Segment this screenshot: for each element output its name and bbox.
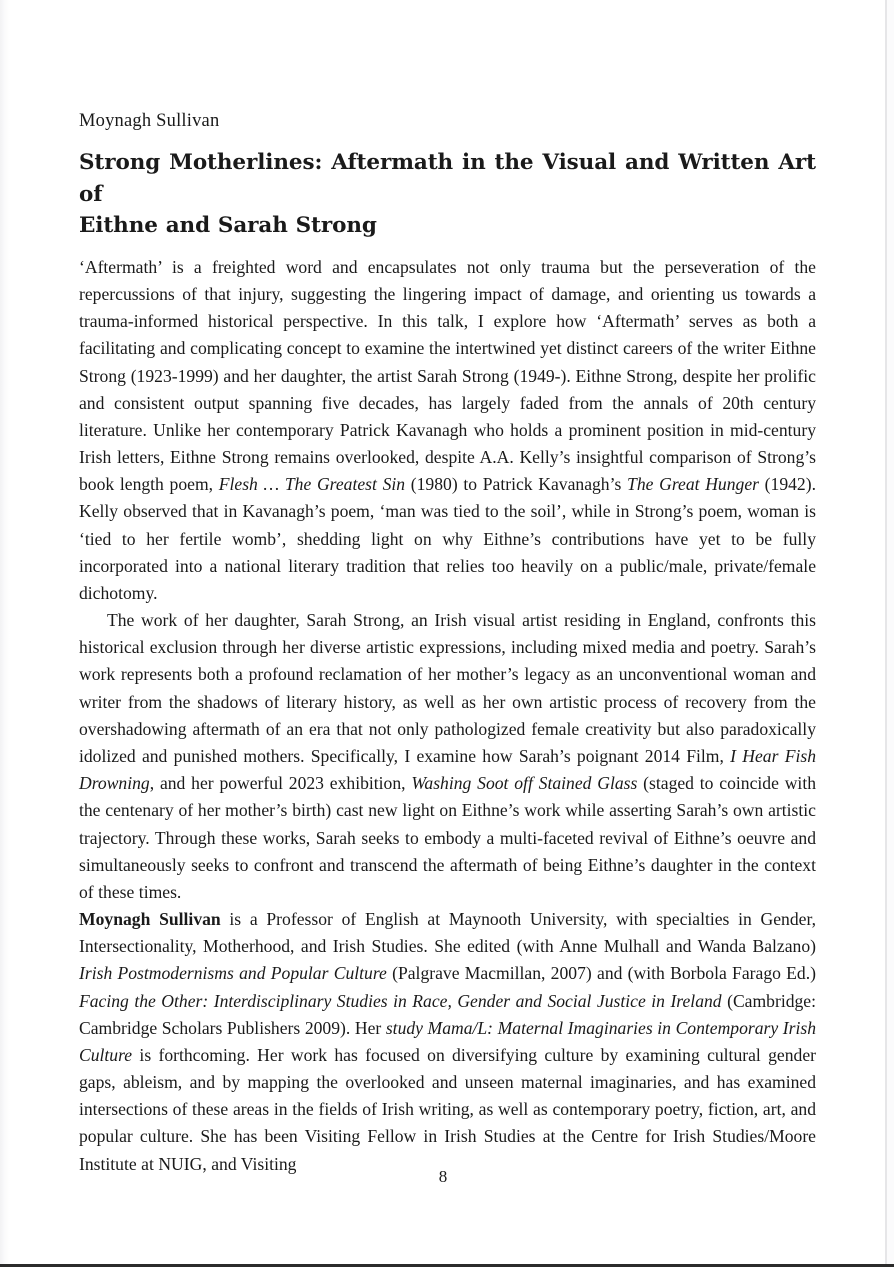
abstract-p1-text-1: ‘Aftermath’ is a freighted word and encapsulates not only trauma but the perseveration of the repercussions of that injury, suggesting the lingering impact of damage, and orienting us towards a trauma-informed historical perspective. In this talk, I explore how ‘Aftermath’ serves as both a facilitating and complicating concept to examine the intertwined yet distinct careers of the writer Eithne Strong (1923-1999) and her daughter, the artist Sarah Strong (1949-). Eithne Strong, despite her prolific and consistent output spanning five decades, has largely faded from the annals of 20th century literature. Unlike her contemporary Patrick Kavanagh who holds a prominent position in mid-century Irish letters, Eithne Strong remains overlooked, despite A.A. Kelly’s insightful comparison of Strong’s book length poem, (79, 256, 816, 495)
biography-text-1: is a Professor of English at Maynooth University, with specialties in Gender, Intersectionality, Motherhood, and Irish Studies. She edited (with Anne Mulhall and Wanda Balzano) (79, 909, 816, 957)
abstract-p2-text-1: The work of her daughter, Sarah Strong, an Irish visual artist residing in England, confronts this historical exclusion through her diverse artistic expressions, including mixed media and poetry. Sarah’s work represents both a profound reclamation of her mother’s legacy as an unconventional woman and writer from the shadows of literary history, as well as her own artistic process of recovery from the overshadowing aftermath of an era that not only pathologized female creativity but also paradoxically idolized and punished mothers. Specifically, I examine how Sarah’s poignant 2014 Film, (79, 610, 816, 766)
biography-title-1: Irish Postmodernisms and Popular Culture (79, 963, 387, 984)
biography-text-3: (Cambridge: Cambridge Scholars Publishers 2009). Her (79, 990, 817, 1038)
page-right-margin-fill (887, 0, 894, 1267)
biography-author-name: Moynagh Sullivan (79, 909, 221, 930)
abstract-p2-title-1: I Hear Fish Drowning (79, 746, 816, 794)
abstract-p2-title-2: Washing Soot off Stained Glass (411, 773, 638, 794)
page-right-edge-line (885, 0, 887, 1267)
abstract-paragraph-1 (79, 254, 816, 607)
biography-title-2: Facing the Other: Interdisciplinary Studies in Race, Gender and Social Justice in Ireland (79, 990, 722, 1011)
page-title (79, 147, 816, 242)
author-name: Moynagh Sullivan (79, 111, 220, 131)
biography-paragraph (79, 906, 816, 1178)
abstract-p1-title-2: The Great Hunger (627, 474, 759, 495)
abstract-p1-text-2: (1980) to Patrick Kavanagh’s (405, 474, 628, 495)
title-line-2: Eithne and Sarah Strong (79, 213, 377, 239)
abstract-p1-title-1: Flesh … The Greatest Sin (218, 474, 406, 495)
abstract-p2-text-2: , and her powerful 2023 exhibition, (149, 773, 412, 794)
page-left-edge-shadow (0, 0, 10, 1267)
biography-text-2: (Palgrave Macmillan, 2007) and (with Borbola Farago Ed.) (386, 963, 816, 984)
title-line-1: Strong Motherlines: Aftermath in the Visual and Written Art of (79, 150, 816, 207)
biography-title-3: study Mama/L: Maternal Imaginaries in Contemporary Irish Culture (79, 1017, 817, 1065)
page-number: 8 (438, 1167, 448, 1186)
biography-text-4: is forthcoming. Her work has focused on diversifying culture by examining cultural gender gaps, ableism, and by mapping the overlooked and unseen maternal imaginaries, and has examined intersections of these areas in the fields of Irish writing, as well as contemporary poetry, fiction, art, and popular culture. She has been Visiting Fellow in Irish Studies at the Centre for Irish Studies/Moore Institute at NUIG, and Visiting (79, 1044, 816, 1174)
abstract-p2-text-3: (staged to coincide with the centenary of her mother’s birth) cast new light on Eithne’s work while asserting Sarah’s own artistic trajectory. Through these works, Sarah seeks to embody a multi-faceted revival of Eithne’s oeuvre and simultaneously seeks to confront and transcend the aftermath of being Eithne’s daughter in the context of these times. (79, 773, 816, 902)
page-content (79, 110, 816, 1178)
abstract-p1-text-3: (1942). Kelly observed that in Kavanagh’s poem, ‘man was tied to the soil’, while in Strong’s poem, woman is ‘tied to her fertile womb’, shedding light on why Eithne’s contributions have yet to be fully incorporated into a national literary tradition that relies too heavily on a public/male, private/female dichotomy. (79, 474, 816, 603)
abstract-paragraph-2 (79, 607, 816, 906)
